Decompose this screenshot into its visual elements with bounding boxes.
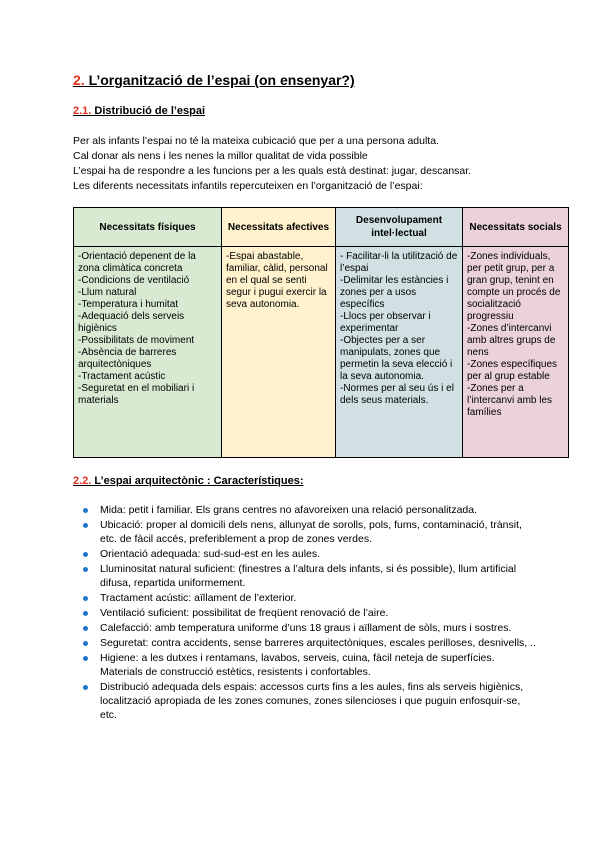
list-item: Lluminositat natural suficient: (finestres a l’altura dels infants, si és possible), llum artificial difusa, repartida uniformement. bbox=[100, 562, 540, 590]
subsection-number: 2.1. bbox=[73, 105, 92, 117]
list-item: Ubicació: proper al domicili dels nens, allunyat de sorolls, pols, fums, contaminació, trànsit, etc. de fàcil accés, preferiblement a prop de zones verdes. bbox=[100, 518, 540, 546]
list-item: Distribució adequada dels espais: accessos curts fins a les aules, fins als serveis higiènics, localització apropiada de les zones comunes, zones silencioses i que puguin enfosquir-se, etc. bbox=[100, 680, 540, 722]
cell-line: -Zones d’intercanvi amb altres grups de nens bbox=[467, 323, 556, 358]
heading-number: 2. bbox=[73, 72, 85, 88]
cell-social bbox=[463, 247, 569, 458]
list-item: Tractament acústic: aïllament de l’exterior. bbox=[100, 591, 540, 605]
cell-intellectual bbox=[336, 247, 463, 458]
cell-line: -Objectes per a ser manipulats, zones que permetin la seva elecció i la seva autonomia. bbox=[340, 335, 453, 382]
cell-line: -Tractament acústic bbox=[78, 371, 166, 382]
cell-physical bbox=[74, 247, 222, 458]
cell-line: -Llum natural bbox=[78, 287, 137, 298]
cell-line: -Orientació depenent de la zona climàtica concreta bbox=[78, 251, 196, 274]
cell-line: -Llocs per observar i experimentar bbox=[340, 311, 431, 334]
header-intellectual: Desenvolupament intel·lectual bbox=[336, 208, 463, 247]
cell-line: -Zones per a l’intercanvi amb les famílies bbox=[467, 383, 553, 418]
cell-line: -Normes per al seu ús i el dels seus materials. bbox=[340, 383, 454, 406]
cell-line: -Condicions de ventilació bbox=[78, 275, 190, 286]
subsection-heading-distribution bbox=[73, 105, 205, 117]
needs-table bbox=[73, 207, 569, 458]
subsection-number: 2.2. bbox=[73, 475, 92, 487]
subsection-heading-architecture bbox=[73, 475, 303, 487]
intro-line: Cal donar als nens i les nenes la millor qualitat de vida possible bbox=[73, 150, 368, 162]
cell-line: -Delimitar les estàncies i zones per a usos específics bbox=[340, 275, 449, 310]
cell-line: -Zones individuals, per petit grup, per a gran grup, tenint en compte un procés de socialització progressiu bbox=[467, 251, 561, 322]
cell-line: -Absència de barreres arquitectòniques bbox=[78, 347, 177, 370]
subsection-title: Distribució de l’espai bbox=[91, 105, 206, 117]
cell-affective bbox=[222, 247, 336, 458]
header-physical: Necessitats físiques bbox=[74, 208, 222, 247]
cell-line: -Espai abastable, familiar, càlid, personal en el qual se senti segur i pugui exercir la seva autonomia. bbox=[226, 251, 328, 310]
table-header-row bbox=[74, 208, 569, 247]
list-item: Higiene: a les dutxes i rentamans, lavabos, serveis, cuina, fàcil neteja de superfícies. Materials de construcció estètics, resistents i confortables. bbox=[100, 651, 540, 679]
cell-line: -Temperatura i humitat bbox=[78, 299, 179, 310]
intro-line: Per als infants l’espai no té la mateixa cubicació que per a una persona adulta. bbox=[73, 135, 439, 147]
intro-line: L’espai ha de respondre a les funcions per a les quals està destinat: jugar, descansar. bbox=[73, 165, 472, 177]
list-item: Orientació adequada: sud-sud-est en les aules. bbox=[100, 547, 540, 561]
list-item: Mida: petit i familiar. Els grans centres no afavoreixen una relació personalitzada. bbox=[100, 503, 540, 517]
subsection-title: L’espai arquitectònic : Característiques: bbox=[91, 475, 304, 487]
intro-line: Les diferents necessitats infantils repercuteixen en l’organització de l’espai: bbox=[73, 180, 423, 192]
intro-paragraph bbox=[73, 134, 543, 194]
cell-line: - Facilitar-li la utilització de l’espai bbox=[340, 251, 458, 274]
table-row bbox=[74, 247, 569, 458]
list-item: Calefacció: amb temperatura uniforme d’uns 18 graus i aïllament de sòls, murs i sostres. bbox=[100, 621, 540, 635]
cell-line: -Possibilitats de moviment bbox=[78, 335, 195, 346]
cell-line: -Adequació dels serveis higiènics bbox=[78, 311, 185, 334]
heading-title: L’organització de l’espai (on ensenyar?) bbox=[84, 72, 355, 88]
cell-line: -Seguretat en el mobiliari i materials bbox=[78, 383, 195, 406]
header-social: Necessitats socials bbox=[463, 208, 569, 247]
list-item: Ventilació suficient: possibilitat de freqüent renovació de l’aire. bbox=[100, 606, 540, 620]
list-item: Seguretat: contra accidents, sense barreres arquitectòniques, escales perilloses, desnivells, .. bbox=[100, 636, 540, 650]
cell-line: -Zones específiques per al grup estable bbox=[467, 359, 558, 382]
section-heading bbox=[73, 72, 355, 88]
characteristics-list bbox=[73, 503, 540, 723]
header-affective: Necessitats afectives bbox=[222, 208, 336, 247]
